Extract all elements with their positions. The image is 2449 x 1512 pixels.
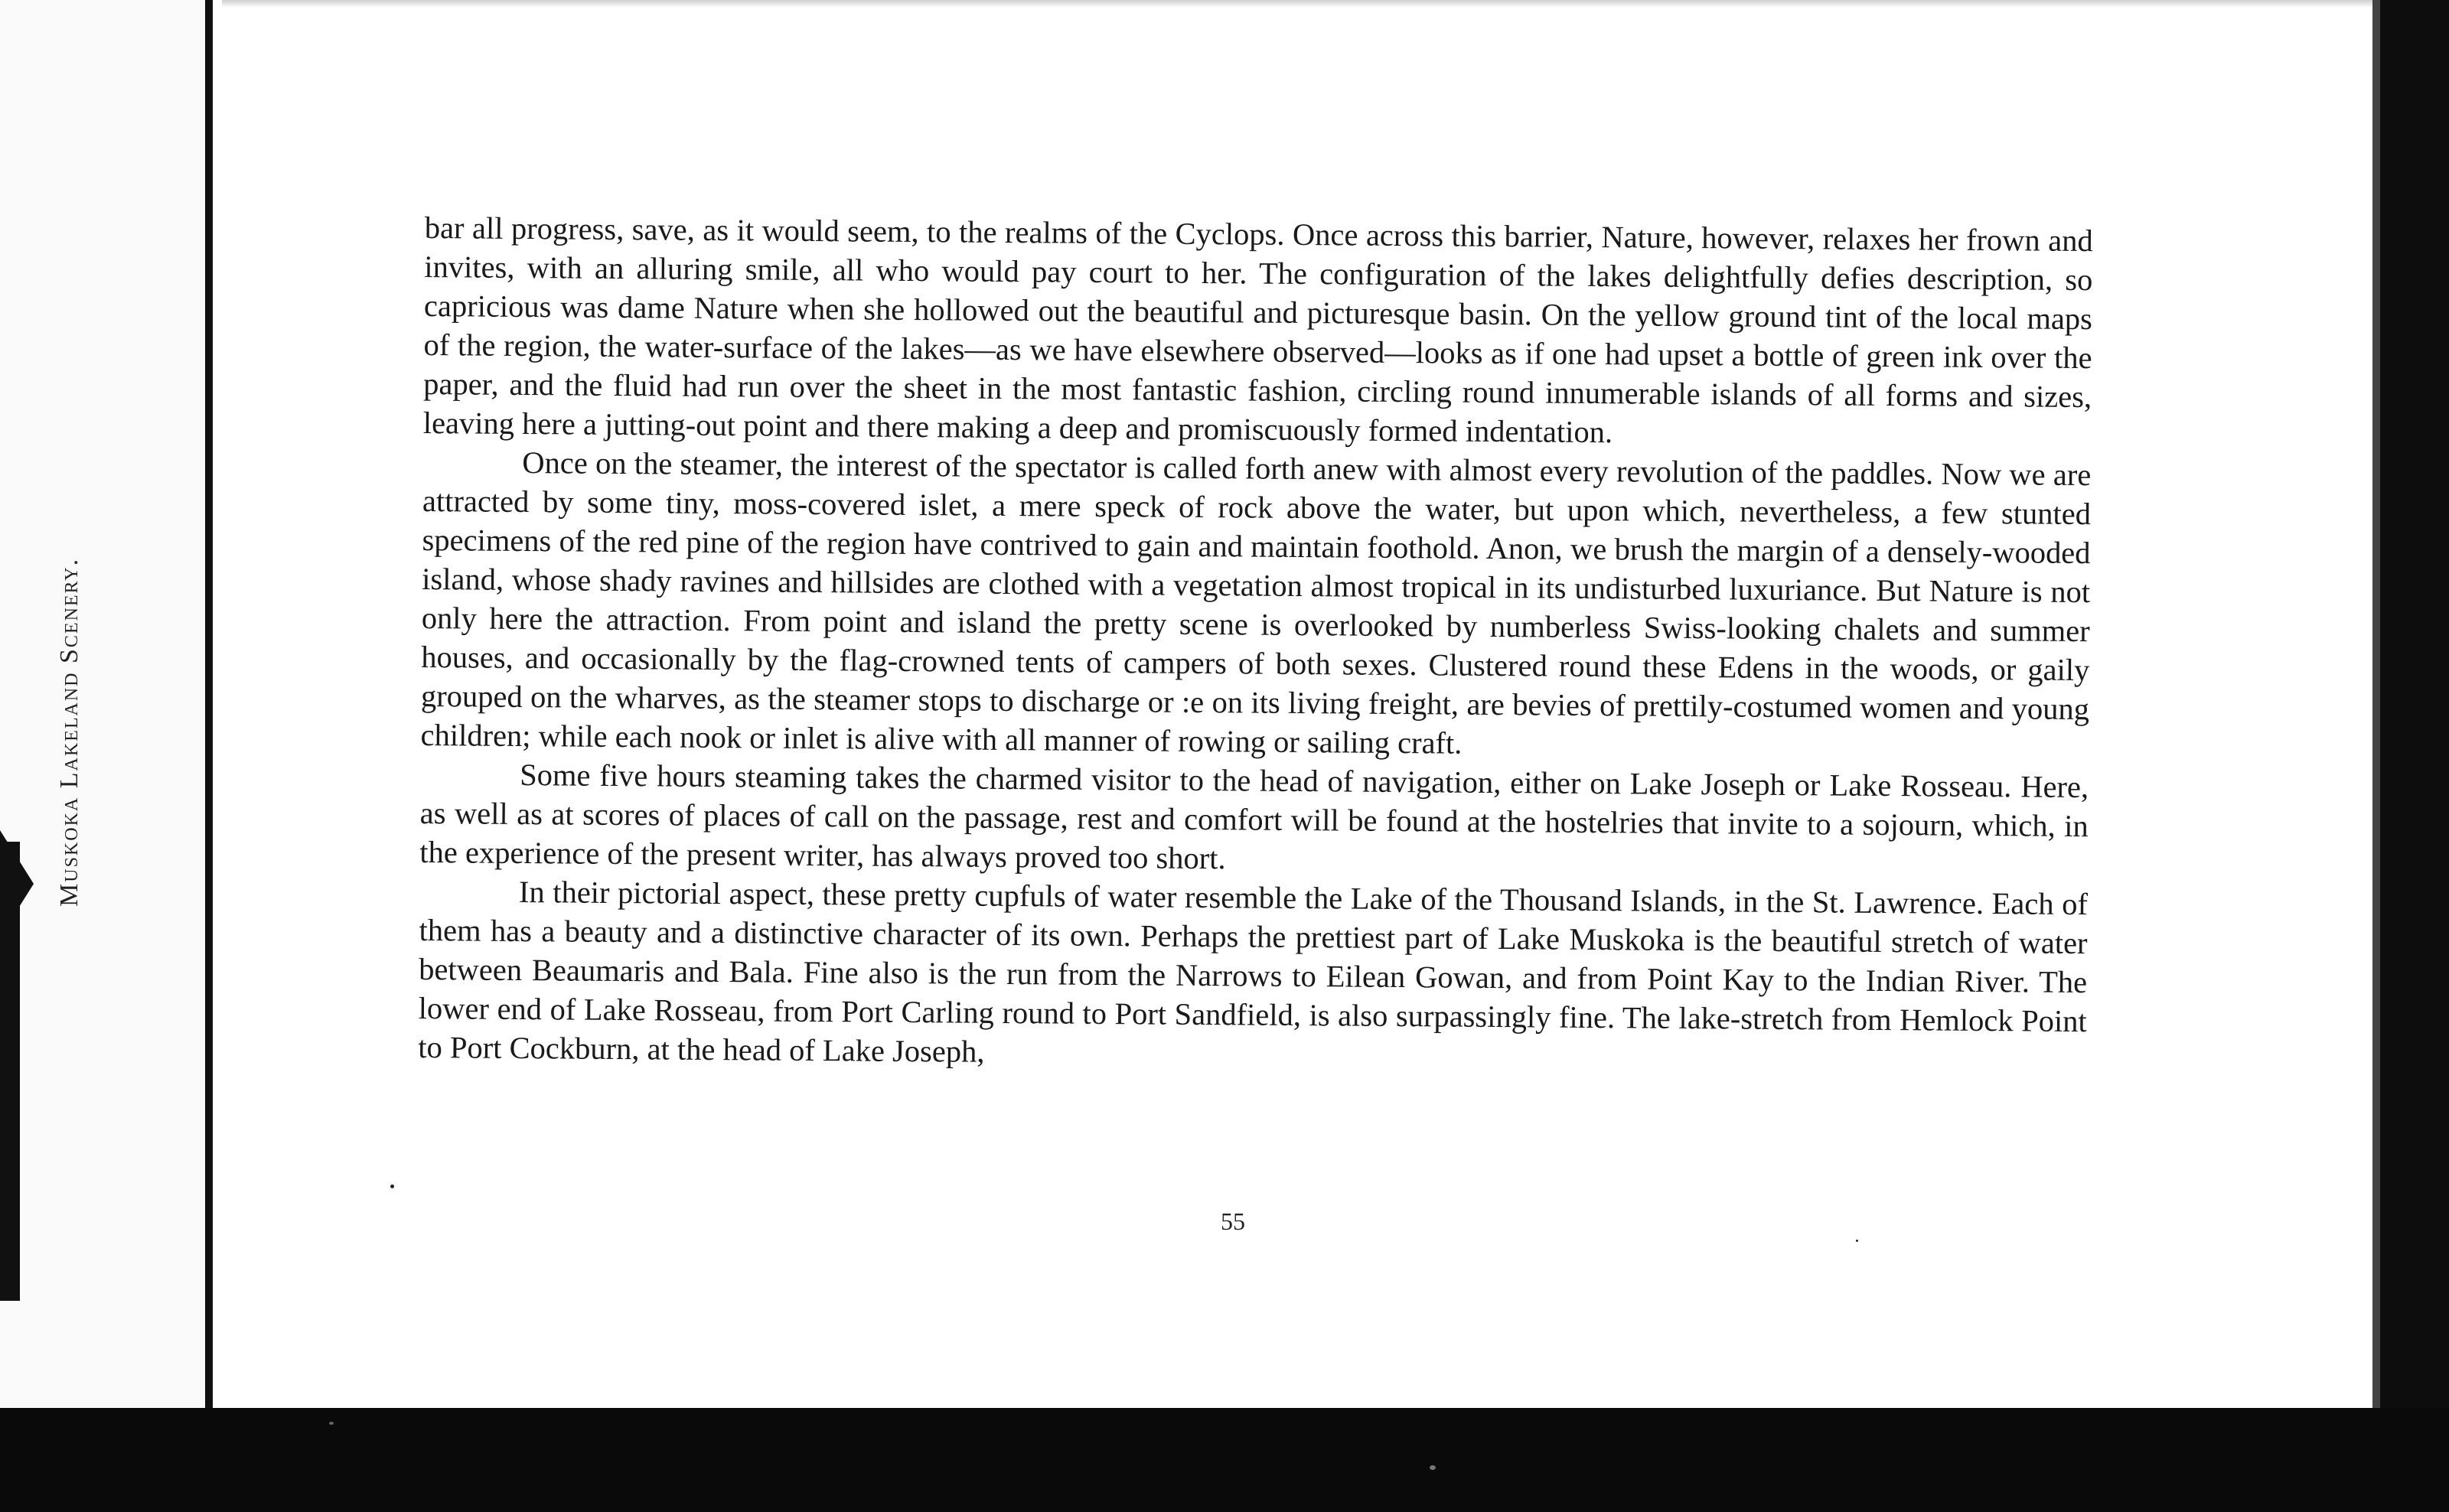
body-text [418,208,2093,1080]
paragraph: bar all progress, save, as it would seem, to the realms of the Cyclops. Once across this barrier, Nature, however, relaxes her frown and invites, with an alluring smile, all who would pay court to her. The configuration of the lakes delightfully defies description, so capricious was dame Nature when she hollowed out the beautiful and picturesque basin. On the yellow ground tint of the local maps of the region, the water-surface of the lakes—as we have elsewhere observed—looks as if one had upset a bottle of green ink over the paper, and the fluid had run over the sheet in the most fantastic fashion, circling round innumerable islands of all forms and sizes, leaving here a jutting-out point and there making a deep and promiscuously formed indentation. [422,210,2093,450]
running-head-text: Muskoka Lakeland Scenery. [55,557,83,907]
scan-speck [1430,1465,1436,1470]
verso-page-edge [0,0,207,1512]
scan-speck [329,1422,334,1425]
paragraph: In their pictorial aspect, these pretty cupfuls of water resemble the Lake of the Thousand Islands, in the St. Lawrence. Each of them has a beauty and a distinctive character of its own. Perhaps the prettiest part of Lake Muskoka is the beautiful stretch of water between Beaumaris and Bala. Fine also is the run from the Narrows to Eilean Gowan, and from Point Kay to the Indian River. The lower end of Lake Rosseau, from Port Carling round to Port Sandfield, is also surpassingly fine. The lake-stretch from Hemlock Point to Port Cockburn, at the head of Lake Joseph, [418,874,2089,1069]
page-fore-edge [2380,0,2449,1512]
binding-notch [0,830,34,937]
page-number: 55 [1221,1207,1245,1235]
paragraph: Once on the steamer, the interest of the spectator is called forth anew with almost every revolution of the paddles. Now we are attracted by some tiny, moss-covered islet, a mere speck of rock above the water, but upon which, nevertheless, a few stunted specimens of the red pine of the region have contrived to gain and maintain foothold. Anon, we brush the margin of a densely-wooded island, whose shady ravines and hillsides are clothed with a vegetation almost tropical in its undisturbed luxuriance. But Nature is not only here the attraction. From point and island the pretty scene is overlooked by numberless Swiss-looking chalets and summer houses, and occasionally by the flag-crowned tents of campers of both sexes. Clustered round these Edens in the woods, or gaily grouped on the wharves, as the steamer stops to discharge or :e on its living freight, are bevies of prettily-costumed women and young children; while each nook or inlet is alive with all manner of rowing or sailing craft. [420,445,2092,761]
scan-speck [1856,1240,1858,1242]
gutter-rule [205,0,213,1512]
scan-speck [390,1185,394,1188]
page-top-shadow [222,0,2380,8]
scan-bottom-margin [0,1408,2449,1512]
paragraph: Some five hours steaming takes the charmed visitor to the head of navigation, either on Lake Joseph or Lake Rosseau. Here, as well as at scores of places of call on the passage, rest and comfort will be found at the hostelries that invite to a sojourn, which, in the experience of the present writer, has always proved too short. [419,757,2089,876]
